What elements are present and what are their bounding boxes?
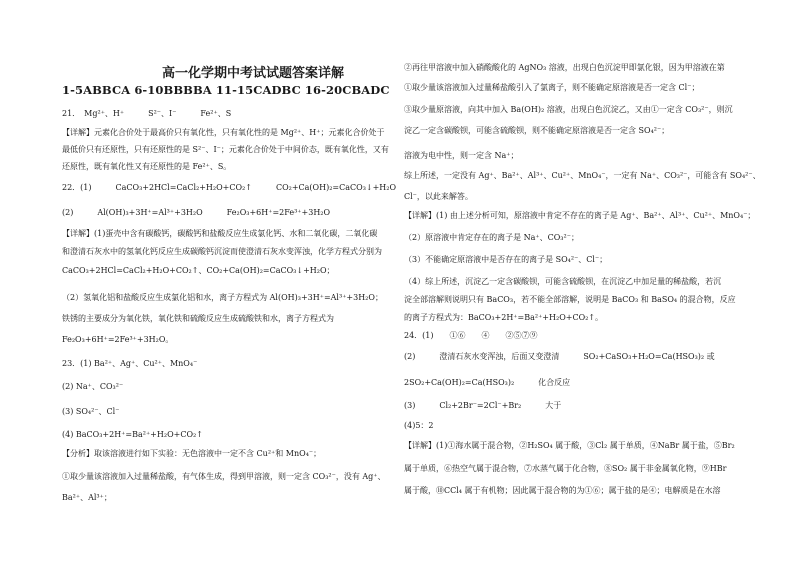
text-line: (3) SO₄²⁻、Cl⁻ (62, 407, 120, 416)
text-line: （4）综上所述，沉淀乙一定含碳酸钡，可能含硫酸钡，在沉淀乙中加足量的稀盐酸，若沉 (404, 277, 722, 286)
text-line: 【分析】取该溶液进行如下实验：无色溶液中一定不含 Cu²⁺和 MnO₄⁻； (62, 449, 322, 458)
text-line: (4)5：2 (404, 421, 434, 430)
text-line: Fe₂O₃+6H⁺=2Fe³⁺+3H₂O。 (62, 335, 174, 344)
text-line: 24．(1) ①⑥ ④ ②⑤⑦⑨ (404, 331, 538, 340)
text-line: 21． Mg²⁺、H⁺ S²⁻、I⁻ Fe²⁺、S (62, 109, 232, 118)
text-line: (2) Al(OH)₃+3H⁺=Al³⁺+3H₂O Fe₂O₃+6H⁺=2Fe³⁺+3H₂O (62, 208, 331, 217)
text-line: （2）原溶液中肯定存在的离子是 Na⁺、CO₃²⁻； (404, 233, 579, 242)
text-line: (3) Cl₂+2Br⁻=2Cl⁻+Br₂ 大于 (404, 401, 562, 410)
text-line: 铁锈的主要成分为氧化铁，氧化铁和硫酸反应生成硫酸铁和水，离子方程式为 (62, 314, 334, 323)
text-line: ①取少量该溶液加入过量稀盐酸，有气体生成，得到甲溶液，则一定含 CO₃²⁻，没有 Ag⁺、 (62, 472, 386, 481)
text-line: 属于单质，⑥热空气属于混合物，⑦水蒸气属于化合物，⑧SO₂ 属于非金属氧化物，⑨HBr (404, 464, 727, 473)
text-line: 溶液为电中性，则一定含 Na⁺； (404, 151, 519, 160)
text-line: 2SO₂+Ca(OH)₂=Ca(HSO₃)₂ 化合反应 (404, 378, 571, 387)
text-line: 属于酸，⑩CCl₄ 属于有机物；因此属于混合物的为①⑥；属于盐的是④；电解质是在水溶 (404, 486, 721, 495)
text-line: ③取少量原溶液，向其中加入 Ba(OH)₂ 溶液，出现白色沉淀乙，又由①一定含 CO₃²⁻，则沉 (404, 105, 733, 114)
text-line: CaCO₃+2HCl=CaCl₂+H₂O+CO₂↑、CO₂+Ca(OH)₂=CaCO₃↓+H₂O； (62, 266, 335, 275)
answer-key: 1-5ABBCA 6-10BBBBA 11-15CADBC 16-20CBADC (62, 83, 390, 97)
text-line: 【详解】(1) 由上述分析可知，原溶液中肯定不存在的离子是 Ag⁺、Ba²⁺、Al³⁺、Cu²⁺、MnO₄⁻； (404, 211, 756, 220)
text-line: 淀全部溶解则说明只有 BaCO₃，若不能全部溶解，说明是 BaCO₃ 和 BaSO₄ 的混合物，反应 (404, 295, 736, 304)
text-line: (2) 澄清石灰水变浑浊，后面又变澄清 SO₂+CaSO₃+H₂O=Ca(HSO₃)₂ 或 (404, 352, 715, 361)
text-line: 淀乙一定含碳酸钡，可能含硫酸钡，则不能确定原溶液是否一定含 SO₄²⁻； (404, 126, 670, 135)
text-line: 和澄清石灰水中的氢氧化钙反应生成碳酸钙沉淀而使澄清石灰水变浑浊，化学方程式分别为 (62, 247, 382, 256)
text-line: (4) BaCO₃+2H⁺=Ba²⁺+H₂O+CO₂↑ (62, 430, 203, 439)
text-line: 的离子方程式为：BaCO₃+2H⁺=Ba²⁺+H₂O+CO₂↑。 (404, 313, 604, 322)
text-line: Cl⁻，以此来解答。 (404, 192, 473, 201)
text-line: 最低价只有还原性，只有还原性的是 S²⁻、I⁻；元素化合价处于中间价态，既有氧化性，又有 (62, 145, 389, 154)
text-line: 23．(1) Ba²⁺、Ag⁺、Cu²⁺、MnO₄⁻ (62, 359, 198, 368)
text-line: (2) Na⁺、CO₃²⁻ (62, 382, 124, 391)
text-line: 【详解】(1)蛋壳中含有碳酸钙，碳酸钙和盐酸反应生成氯化钙、水和二氧化碳，二氧化碳 (62, 229, 378, 238)
text-line: Ba²⁺、Al³⁺； (62, 493, 112, 502)
text-line: （2）氢氧化铝和盐酸反应生成氯化铝和水，离子方程式为 Al(OH)₃+3H⁺=Al³⁺+3H₂O； (62, 293, 383, 302)
text-line: ②再往甲溶液中加入硝酸酸化的 AgNO₃ 溶液，出现白色沉淀甲即氯化银，因为甲溶液在第 (404, 63, 725, 72)
text-line: 还原性，既有氧化性又有还原性的是 Fe²⁺、S。 (62, 162, 232, 171)
text-line: 22．(1) CaCO₃+2HCl=CaCl₂+H₂O+CO₂↑ CO₂+Ca(OH)₂=CaCO₃↓+H₂O (62, 183, 397, 192)
text-line: （3）不能确定原溶液中是否存在的离子是 SO₄²⁻、Cl⁻； (404, 255, 608, 264)
page-title: 高一化学期中考试试题答案详解 (162, 66, 345, 81)
text-line: 综上所述，一定没有 Ag⁺、Ba²⁺、Al³⁺、Cu²⁺、MnO₄⁻，一定有 Na⁺、CO₃²⁻，可能含有 SO₄²⁻、 (404, 171, 761, 180)
text-line: 【详解】元素化合价处于最高价只有氧化性，只有氧化性的是 Mg²⁺、H⁺；元素化合价处于 (62, 128, 385, 137)
text-line: ①取少量该溶液加入过量稀盐酸引入了氯离子，则不能确定原溶液是否一定含 Cl⁻； (404, 83, 700, 92)
text-line: 【详解】(1)①海水属于混合物，②H₂SO₄ 属于酸，③Cl₂ 属于单质，④NaBr 属于盐，⑤Br₂ (404, 441, 735, 450)
